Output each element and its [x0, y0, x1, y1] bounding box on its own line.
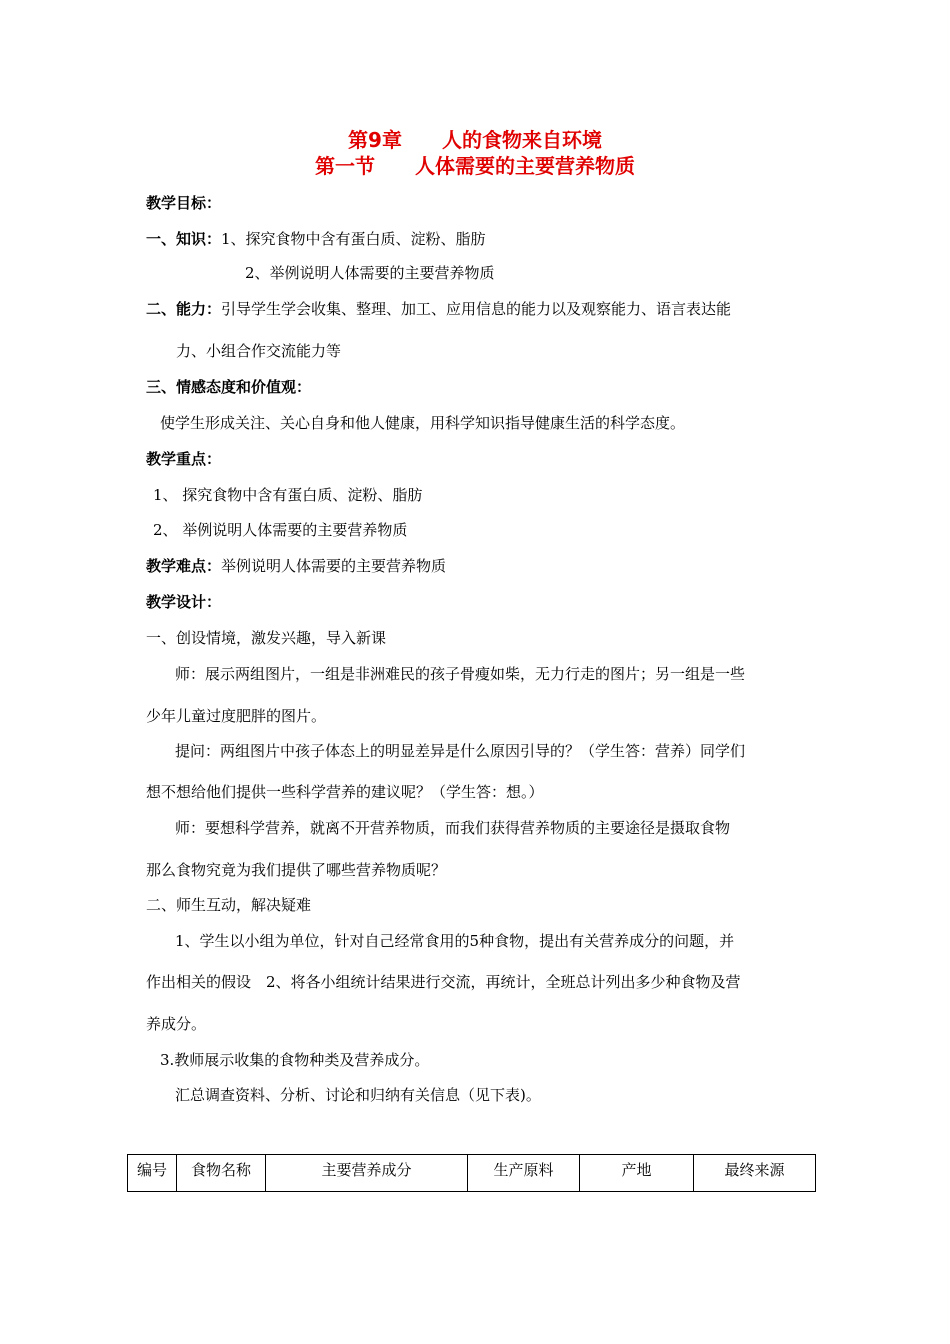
values-text: 使学生形成关注、关心自身和他人健康，用科学知识指导健康生活的科学态度。 — [160, 414, 686, 432]
table-header-cell: 食物名称 — [177, 1155, 266, 1192]
table-header-cell: 编号 — [128, 1155, 177, 1192]
paragraph-3-line-1: 师：要想科学营养，就离不开营养物质，而我们获得营养物质的主要途径是摄取食物 — [175, 819, 731, 837]
difficulty-text: 举例说明人体需要的主要营养物质 — [221, 557, 447, 575]
knowledge-item-1: 1、探究食物中含有蛋白质、淀粉、脂肪 — [221, 230, 486, 248]
difficulty-label: 教学难点： — [146, 557, 222, 575]
key-point-2: 2、 举例说明人体需要的主要营养物质 — [153, 521, 408, 539]
key-point-1: 1、 探究食物中含有蛋白质、淀粉、脂肪 — [153, 486, 423, 504]
summary-table — [127, 1154, 816, 1192]
knowledge-item-2: 2、举例说明人体需要的主要营养物质 — [245, 264, 495, 282]
table-header-cell: 最终来源 — [694, 1155, 816, 1192]
objectives-heading: 教学目标： — [146, 194, 222, 212]
paragraph-2-line-1: 提问：两组图片中孩子体态上的明显差异是什么原因引导的？（学生答：营养）同学们 — [175, 742, 746, 760]
paragraph-2-line-2: 想不想给他们提供一些科学营养的建议呢？（学生答：想。） — [146, 783, 544, 801]
values-label: 三、情感态度和价值观： — [146, 378, 312, 396]
paragraph-1-line-2: 少年儿童过度肥胖的图片。 — [146, 707, 327, 725]
key-points-heading: 教学重点： — [146, 450, 222, 468]
paragraph-6: 汇总调查资料、分析、讨论和归纳有关信息（见下表)。 — [175, 1086, 541, 1104]
paragraph-4-line-2: 作出相关的假设 2、将各小组统计结果进行交流，再统计，全班总计列出多少种食物及营 — [146, 973, 741, 991]
ability-text-1: 引导学生学会收集、整理、加工、应用信息的能力以及观察能力、语言表达能 — [221, 300, 732, 318]
paragraph-5: 3.教师展示收集的食物种类及营养成分。 — [160, 1051, 430, 1069]
design-part2-title: 二、师生互动，解决疑难 — [146, 896, 312, 914]
knowledge-line — [146, 229, 486, 249]
paragraph-4-line-1: 1、学生以小组为单位，针对自己经常食用的5种食物，提出有关营养成分的问题，并 — [175, 932, 735, 950]
table-header-row — [128, 1155, 816, 1192]
ability-label: 二、能力： — [146, 300, 222, 318]
paragraph-3-line-2: 那么食物究竟为我们提供了哪些营养物质呢？ — [146, 861, 447, 879]
paragraph-1-line-1: 师：展示两组图片，一组是非洲难民的孩子骨瘦如柴，无力行走的图片；另一组是一些 — [175, 665, 746, 683]
chapter-title: 第9章 人的食物来自环境 — [348, 128, 602, 152]
table-header-cell: 产地 — [580, 1155, 694, 1192]
design-heading: 教学设计： — [146, 593, 222, 611]
difficulty-line — [146, 556, 446, 576]
table-header-cell: 生产原料 — [468, 1155, 580, 1192]
knowledge-label: 一、知识： — [146, 230, 222, 248]
section-title: 第一节 人体需要的主要营养物质 — [315, 154, 635, 178]
ability-text-2: 力、小组合作交流能力等 — [176, 342, 342, 360]
ability-line — [146, 299, 731, 319]
table-header-cell: 主要营养成分 — [266, 1155, 468, 1192]
design-part1-title: 一、创设情境，激发兴趣，导入新课 — [146, 629, 387, 647]
paragraph-4-line-3: 养成分。 — [146, 1015, 207, 1033]
